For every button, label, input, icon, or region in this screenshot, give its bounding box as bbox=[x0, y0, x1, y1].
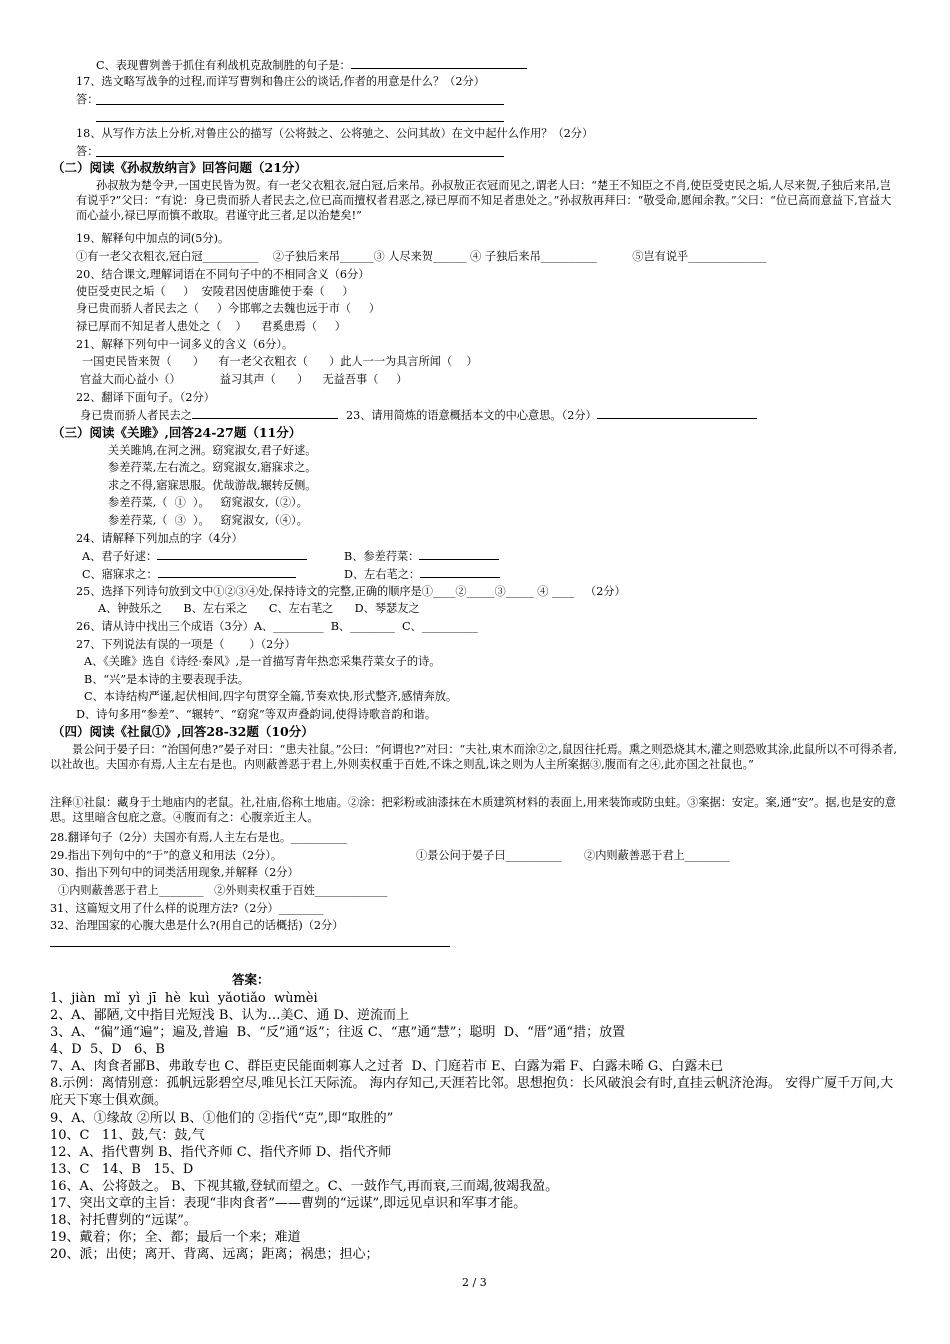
question-22: 22、翻译下面句子。（2分） bbox=[76, 391, 215, 404]
answer-item: 1、jiàn mǐ yì jī hè kuì yǎotiǎo wùmèi bbox=[50, 991, 318, 1006]
question-25-options: A、钟鼓乐之 B、左右采之 C、左右芼之 D、琴瑟友之 bbox=[98, 602, 420, 615]
answer-item: 19、戴着；你；全、都；最后一个来；难道 bbox=[50, 1230, 301, 1245]
passage-notes: 注释①社鼠：藏身于土地庙内的老鼠。社,社庙,俗称土地庙。②涂：把彩粉或油漆抹在木质建筑材料的表面上,用来装饰或防虫蛀。③案据：安定。案,通“安”。据,也是安的意思。这里暗含包庇之意。④腹而有之：心腹亲近主人。 bbox=[50, 796, 896, 824]
question-17: 17、选文略写战争的过程,而详写曹刿和鲁庄公的谈话,作者的用意是什么？（2分） bbox=[76, 75, 485, 88]
answer-line bbox=[96, 121, 504, 122]
answer-item: 2、A、鄙陋,文中指目光短浅 B、认为…美C、通 D、逆流而上 bbox=[50, 1008, 409, 1023]
answer-item: 10、C 11、鼓,气：鼓,气 bbox=[50, 1128, 205, 1143]
question-24-a: A、君子好逑： bbox=[82, 548, 307, 564]
question-26: 26、请从诗中找出三个成语（3分）A、_________ B、________ C、__________ bbox=[76, 620, 478, 633]
question-31: 31、这篇短文用了什么样的说理方法?（2分）________ bbox=[50, 902, 324, 915]
passage-sunshuao: 孙叔敖为楚令尹,一国吏民皆为贺。有一老父衣粗衣,冠白冠,后来吊。孙叔敖正衣冠而见之,谓老人曰：“楚王不知臣之不肖,使臣受吏民之垢,人尽来贺,子独后来吊,岂有说乎?”父曰：“有说：身已贵而骄人者民去之,位已高而擅权者君恶之,禄已厚而不知足者患处之。”孙叔敖再拜曰：“敬受命,愿闻余教。”父曰：“位已高而意益下,官益大而心益小,禄已厚而慎不敢取。君谨守此三者,足以治楚矣!” bbox=[76, 179, 892, 222]
question-24-b: B、参差荇菜： bbox=[344, 548, 499, 564]
answer-item: 17、突出文章的主旨：表现“非肉食者”——曹刿的“远谋”,即远见卓识和军事才能。 bbox=[50, 1196, 527, 1211]
poem-line: 参差荇菜,（ ① ）。 窈窕淑女,（②）。 bbox=[108, 496, 308, 509]
section-heading-3: （三）阅读《关雎》,回答24-27题（11分） bbox=[52, 425, 302, 440]
question-30: 30、指出下列句中的词类活用现象,并解释（2分） bbox=[50, 866, 299, 879]
question-21: 21、解释下列句中一词多义的含义（6分）。 bbox=[76, 338, 294, 351]
answer-item: 16、A、公将鼓之。 B、下视其辙,登轼而望之。C、一鼓作气,再而衰,三而竭,彼竭我盈。 bbox=[50, 1179, 559, 1194]
separator-line bbox=[50, 946, 450, 947]
question-24-d: D、左右芼之： bbox=[344, 566, 500, 582]
question-27-b: B、“兴”是本诗的主要表现手法。 bbox=[84, 673, 250, 686]
question-27: 27、下列说法有误的一项是（ ）（2分） bbox=[76, 638, 296, 651]
question-23: 23、请用简炼的语意概括本文的中心意思。（2分） bbox=[346, 407, 757, 423]
answer-item: 4、D 5、D 6、B bbox=[50, 1042, 165, 1057]
question-19: 19、解释句中加点的词(5分)。 bbox=[76, 232, 230, 245]
answer-item: 8.示例：离情别意：孤帆远影碧空尽,唯见长江天际流。 海内存知己,天涯若比邻。思想抱负：长风破浪会有时,直挂云帆济沧海。 安得广厦千万间,大庇天下寒士俱欢颜。 bbox=[50, 1076, 894, 1108]
answer-item: 9、A、①缘故 ②所以 B、①他们的 ②指代“克”,即“取胜的” bbox=[50, 1111, 394, 1126]
answer-item: 18、衬托曹刿的“远谋”。 bbox=[50, 1213, 197, 1228]
answer-item: 3、A、“徧”通“遍”；遍及,普遍 B、“反”通“返”；往返 C、“惠”通“慧”；聪明 D、“厝”通“措；放置 bbox=[50, 1025, 626, 1040]
poem-line: 关关雎鸠,在河之洲。窈窕淑女,君子好逑。 bbox=[108, 444, 317, 457]
question-29: 29.指出下列句中的“于”的意义和用法（2分）。 bbox=[50, 849, 283, 862]
question-27-a: A、《关雎》选自《诗经·秦风》,是一首描写青年热恋采集荇菜女子的诗。 bbox=[84, 655, 441, 668]
answer-label-17: 答： bbox=[76, 93, 99, 106]
answer-item: 12、A、指代曹刿 B、指代齐师 C、指代齐师 D、指代齐师 bbox=[50, 1145, 392, 1160]
question-20: 20、结合课文,理解词语在不同句子中的不相同含义（6分） bbox=[76, 268, 370, 281]
section-heading-2: （二）阅读《孙叔敖纳言》回答问题（21分） bbox=[52, 160, 307, 175]
answers-heading: 答案： bbox=[232, 972, 270, 987]
question-24-c: C、寤寐求之： bbox=[82, 566, 296, 582]
answer-item: 7、A、肉食者鄙B、弗敢专也 C、群臣吏民能面刺寡人之过者 D、门庭若市 E、白露为霜 F、白露未晞 G、白露未已 bbox=[50, 1059, 724, 1074]
question-20-a: 使臣受吏民之垢（ ） 安陵君因使唐雎使于秦（ ） bbox=[76, 285, 354, 298]
question-16c: C、表现曹刿善于抓住有利战机克敌制胜的句子是： bbox=[96, 57, 527, 73]
question-22-sentence: 身已贵而骄人者民去之 bbox=[80, 407, 338, 423]
question-21-a: 一国吏民皆来贺（ ） 有一老父衣粗衣（ ）此人一一为具言所闻（ ） bbox=[82, 355, 478, 368]
poem-line: 参差荇菜,左右流之。窈窕淑女,寤寐求之。 bbox=[108, 461, 317, 474]
question-28: 28.翻译句子（2分）夫国亦有焉,人主左右是也。__________ bbox=[50, 831, 347, 844]
question-27-d: D、诗句多用“参差”、“辗转”、“窈窕”等双声叠韵词,使得诗歌音韵和谐。 bbox=[76, 708, 437, 721]
answer-item: 20、派；出使；离开、背离、远离；距离；祸患；担心； bbox=[50, 1247, 379, 1262]
answer-line bbox=[96, 104, 504, 105]
page-number: 2 / 3 bbox=[462, 1276, 487, 1289]
answer-line bbox=[96, 156, 504, 157]
question-19-items: ①有一老父衣粗衣,冠白冠__________ ②子独后来吊______③ 人尽来贺______ ④ 子独后来吊__________ ⑤岂有说乎______________ bbox=[76, 250, 767, 263]
question-29-b: ②内则蔽善恶于君上________ bbox=[584, 849, 730, 862]
poem-line: 求之不得,寤寐思服。优哉游哉,辗转反侧。 bbox=[108, 479, 317, 492]
answer-label-18: 答： bbox=[76, 145, 99, 158]
question-32: 32、治理国家的心腹大患是什么?(用自己的话概括)（2分） bbox=[50, 919, 344, 932]
section-heading-4: （四）阅读《社鼠①》,回答28-32题（10分） bbox=[52, 724, 314, 739]
question-20-b: 身已贵而骄人者民去之（ ）今邯郸之去魏也远于市（ ） bbox=[76, 302, 381, 315]
passage-shehsu: 景公问于晏子曰：“治国何患?”晏子对曰：“患夫社鼠。”公曰：“何谓也?”对曰：“夫社,束木而涂②之,鼠因往托焉。熏之则恐烧其木,灌之则恐败其涂,此鼠所以不可得杀者,以社故也。夫国亦有焉,人主左右是也。内则蔽善恶于君上,外则卖权重于百姓,不诛之则乱,诛之则为人主所案据③,腹而有之④,此亦国之社鼠也。” bbox=[50, 743, 897, 771]
question-21-b: 官益大而心益小（） 益习其声（ ） 无益吾事（ ） bbox=[80, 373, 408, 386]
question-20-c: 禄已厚而不知足者人患处之（ ） 君奚患焉（ ） bbox=[76, 320, 346, 333]
question-29-a: ①景公问于晏子曰__________ bbox=[416, 849, 562, 862]
question-25: 25、选择下列诗句放到文中①②③④处,保持诗文的完整,正确的顺序是①____②_____③_____ ④ ____ （2分） bbox=[76, 585, 626, 598]
answer-item: 13、C 14、B 15、D bbox=[50, 1162, 194, 1177]
poem-line: 参差荇菜,（ ③ ）。 窈窕淑女,（④）。 bbox=[108, 514, 308, 527]
question-18: 18、从写作方法上分析,对鲁庄公的描写（公将鼓之、公将驰之、公问其故）在文中起什么作用？（2分） bbox=[76, 127, 594, 140]
question-24: 24、请解释下列加点的字（4分） bbox=[76, 532, 243, 545]
question-30-items: ①内则蔽善恶于君上________ ②外则卖权重于百姓_____________ bbox=[58, 884, 388, 897]
question-27-c: C、本诗结构严谨,起伏相间,四字句贯穿全篇,节奏欢快,形式整齐,感情奔放。 bbox=[84, 690, 458, 703]
